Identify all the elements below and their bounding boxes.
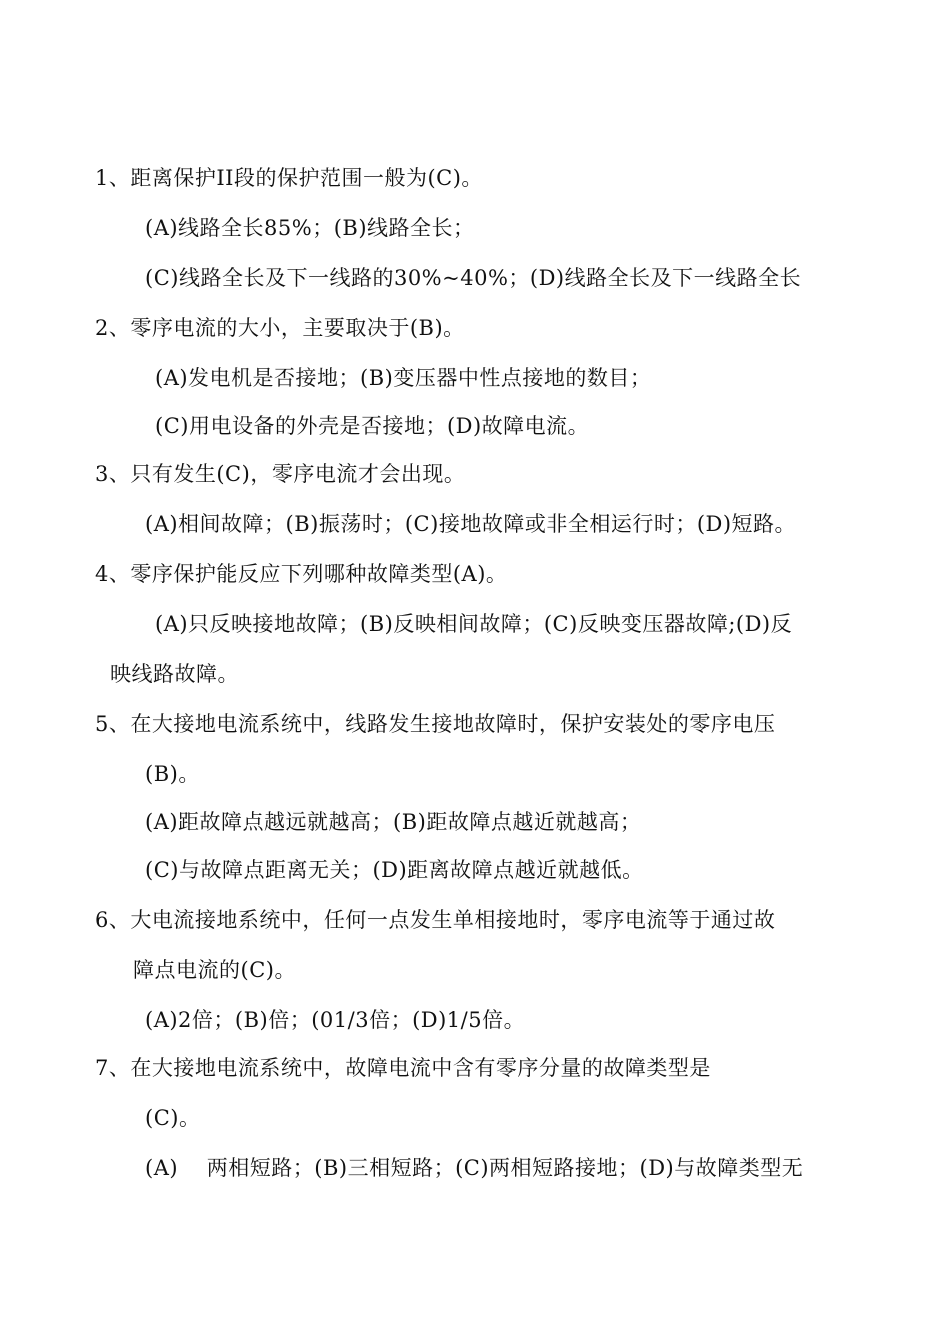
question-1-option-line-1: (A)线路全长85%；(B)线路全长； <box>145 216 475 240</box>
question-3-option-line-1: (A)相间故障；(B)振荡时；(C)接地故障或非全相运行时；(D)短路。 <box>145 512 797 536</box>
question-4-stem: 4、零序保护能反应下列哪种故障类型(A)。 <box>95 562 508 586</box>
question-2-option-line-1: (A)发电机是否接地；(B)变压器中性点接地的数目； <box>155 366 652 390</box>
question-3-stem: 3、只有发生(C)，零序电流才会出现。 <box>95 462 466 486</box>
question-6-option-line-1: (A)2倍；(B)倍；(01/3倍；(D)1/5倍。 <box>145 1008 526 1032</box>
question-7-stem: 7、在大接地电流系统中，故障电流中含有零序分量的故障类型是 <box>95 1056 711 1080</box>
question-5-option-line-1: (A)距故障点越远就越高；(B)距故障点越近就越高； <box>145 810 642 834</box>
question-7-option-line-1: (A) 两相短路；(B)三相短路；(C)两相短路接地；(D)与故障类型无 <box>145 1156 804 1180</box>
question-2-option-line-2: (C)用电设备的外壳是否接地；(D)故障电流。 <box>155 414 590 438</box>
question-2-stem: 2、零序电流的大小，主要取决于(B)。 <box>95 316 465 340</box>
question-4-option-line-2: 映线路故障。 <box>110 662 239 686</box>
question-6-stem-continued: 障点电流的(C)。 <box>133 958 296 982</box>
question-1-stem: 1、距离保护II段的保护范围一般为(C)。 <box>95 166 483 190</box>
question-5-stem-continued: (B)。 <box>145 762 200 786</box>
question-7-stem-continued: (C)。 <box>145 1106 201 1130</box>
question-1-option-line-2: (C)线路全长及下一线路的30%~40%；(D)线路全长及下一线路全长 <box>145 266 802 290</box>
question-6-stem: 6、大电流接地系统中，任何一点发生单相接地时，零序电流等于通过故 <box>95 908 776 932</box>
question-4-option-line-1: (A)只反映接地故障；(B)反映相间故障；(C)反映变压器故障;(D)反 <box>155 612 793 636</box>
question-5-stem: 5、在大接地电流系统中，线路发生接地故障时，保护安装处的零序电压 <box>95 712 776 736</box>
question-5-option-line-2: (C)与故障点距离无关；(D)距离故障点越近就越低。 <box>145 858 644 882</box>
